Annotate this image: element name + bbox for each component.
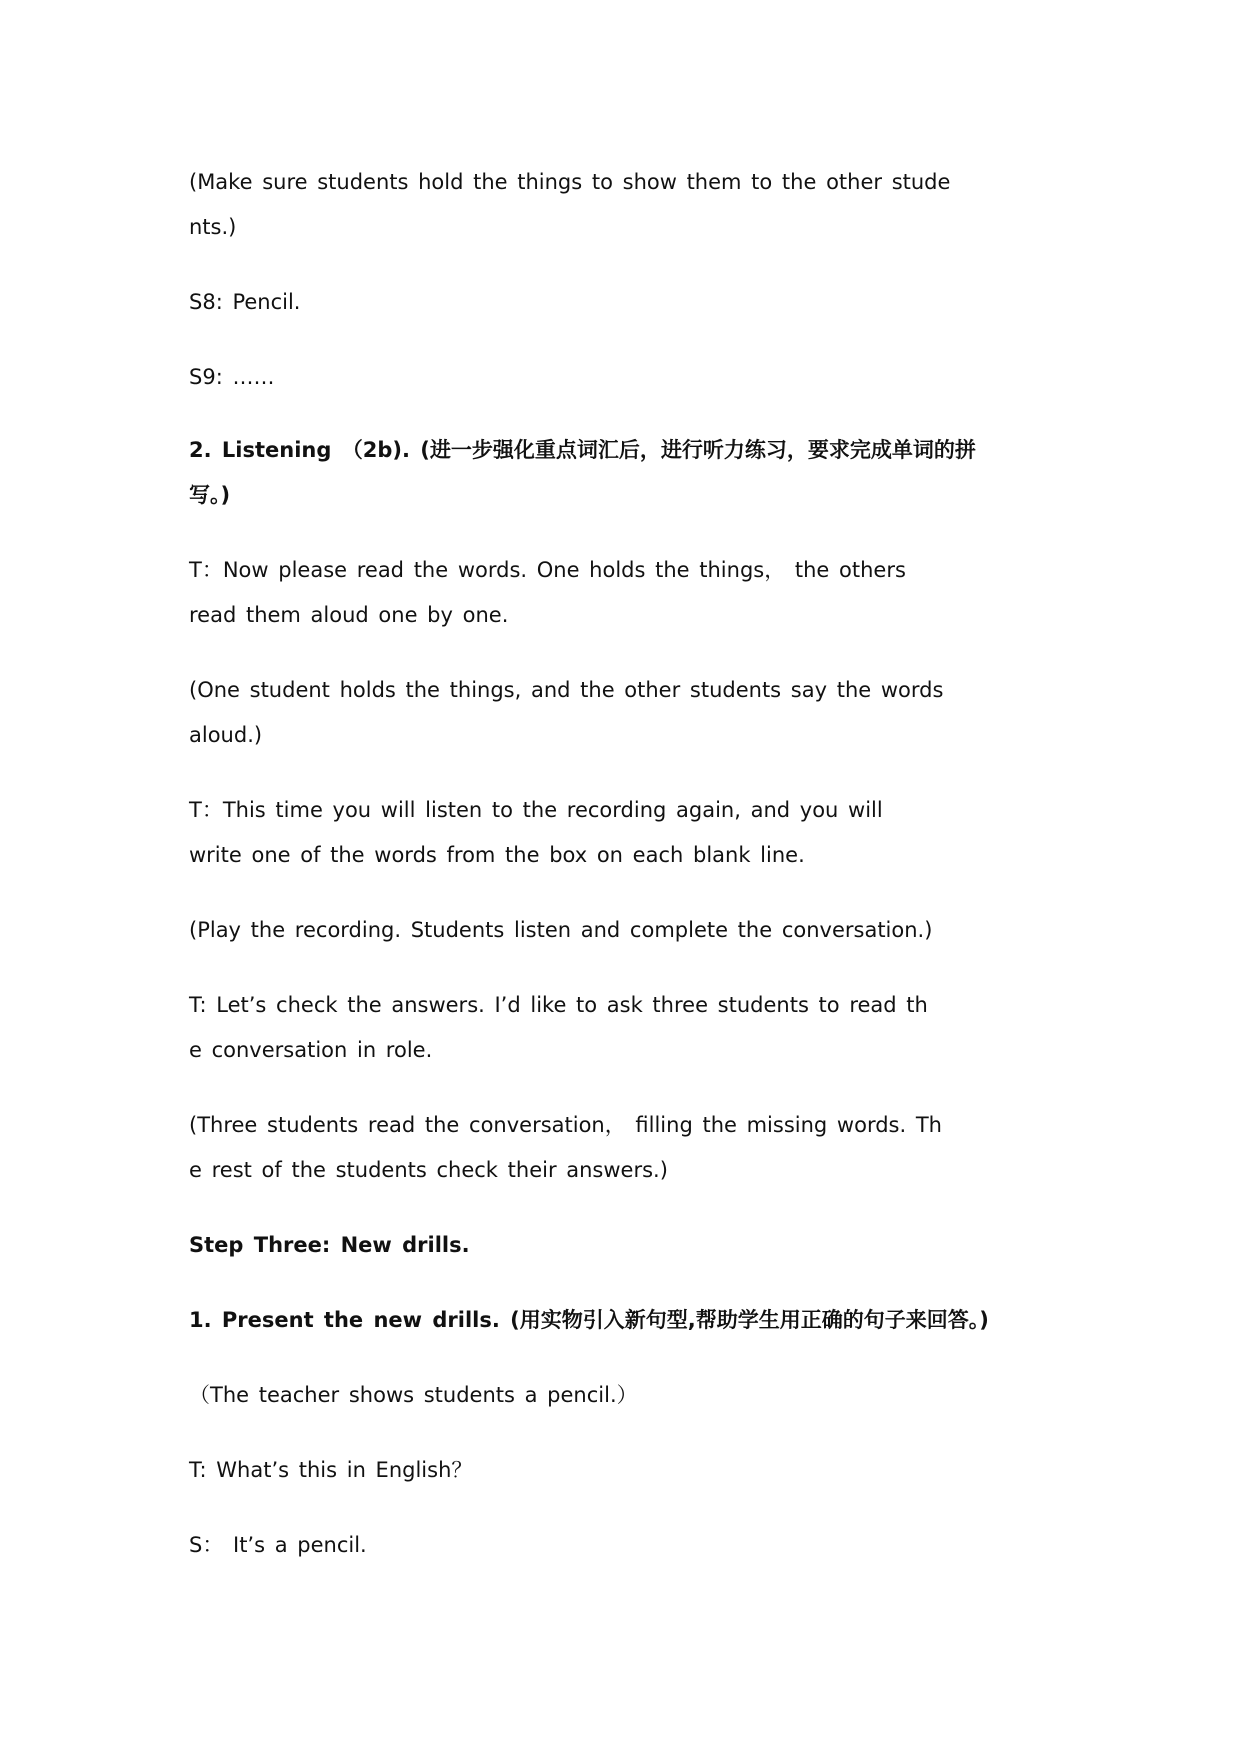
text-line-rest-of-students: e rest of the students check their answers.) (189, 1158, 668, 1182)
section-heading-step-three: Step Three: New drills. (189, 1233, 470, 1257)
text-line-conversation-role: e conversation in role. (189, 1038, 433, 1062)
text-line-teacher-read-words: T：Now please read the words. One holds the things， the others (189, 558, 906, 582)
text-line-whats-this: T: What’s this in English？ (189, 1458, 473, 1482)
text-line-s8: S8: Pencil. (189, 290, 301, 314)
text-line-teacher-shows-pencil: （The teacher shows students a pencil.） (189, 1383, 638, 1407)
section-heading-listening-cont: 写。) (189, 483, 231, 507)
text-line-check-answers: T: Let’s check the answers. I’d like to ask three students to read th (189, 993, 928, 1017)
text-line-aloud: aloud.) (189, 723, 263, 747)
text-line-one-student-holds: (One student holds the things, and the other students say the words (189, 678, 944, 702)
text-line-write-words: write one of the words from the box on each blank line. (189, 843, 805, 867)
text-line-s9: S9: …… (189, 365, 275, 389)
text-line-its-a-pencil: S： It’s a pencil. (189, 1533, 367, 1557)
section-heading-listening: 2. Listening （2b). (进一步强化重点词汇后，进行听力练习，要求完成单词的拼 (189, 438, 976, 462)
section-heading-present-drills: 1. Present the new drills. (用实物引入新句型,帮助学生用正确的句子来回答。) (189, 1308, 989, 1332)
text-line-three-students: (Three students read the conversation， filling the missing words. Th (189, 1113, 942, 1137)
text-line-teacher-listen: T：This time you will listen to the recording again, and you will (189, 798, 883, 822)
text-line-play-recording: (Play the recording. Students listen and complete the conversation.) (189, 918, 933, 942)
text-line-nts: nts.) (189, 215, 237, 239)
text-line-make-sure: (Make sure students hold the things to show them to the other stude (189, 170, 951, 194)
text-line-read-aloud: read them aloud one by one. (189, 603, 509, 627)
